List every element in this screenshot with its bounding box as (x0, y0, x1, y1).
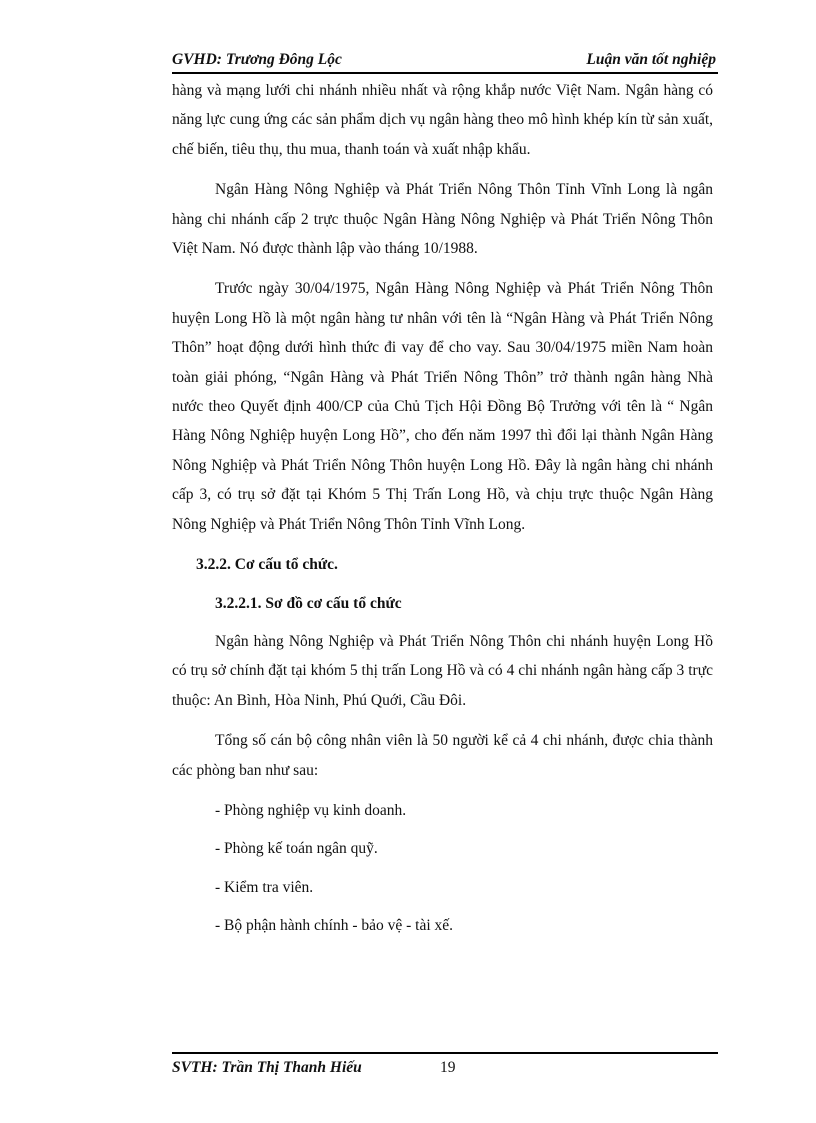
paragraph-staff: Tổng số cán bộ công nhân viên là 50 người kể cả 4 chi nhánh, được chia thành các phòng ban như sau: (172, 732, 713, 779)
paragraph-provincial-bank: Ngân Hàng Nông Nghiệp và Phát Triển Nông Thôn Tỉnh Vĩnh Long là ngân hàng chi nhánh cấp 2 trực thuộc Ngân Hàng Nông Nghiệp và Phát Triển Nông Thôn Việt Nam. Nó được thành lập vào tháng 10/1988. (172, 181, 713, 258)
page-header (172, 50, 718, 74)
page-body (172, 76, 713, 950)
subsection-heading-org-chart: 3.2.2.1. Sơ đồ cơ cấu tổ chức (215, 594, 402, 612)
list-item: - Phòng kế toán ngân quỹ. (215, 840, 378, 858)
section-heading-organization: 3.2.2. Cơ cấu tổ chức. (196, 556, 338, 574)
page-number: 19 (440, 1059, 456, 1076)
header-advisor: GVHD: Trương Đông Lộc (172, 51, 342, 68)
paragraph-history: Trước ngày 30/04/1975, Ngân Hàng Nông Nghiệp và Phát Triển Nông Thôn huyện Long Hồ là một ngân hàng tư nhân với tên là “Ngân Hàng và Phát Triển Nông Thôn” hoạt động dưới hình thức đi vay để cho vay. Sau 30/04/1975 miền Nam hoàn toàn giải phóng, “Ngân Hàng và Phát Triển Nông Thôn” trở thành ngân hàng Nhà nước theo Quyết định 400/CP của Chủ Tịch Hội Đồng Bộ Trưởng với tên là “ Ngân Hàng Nông Nghiệp huyện Long Hồ”, cho đến năm 1997 thì đổi lại thành Ngân Hàng Nông Nghiệp và Phát Triển Nông Thôn huyện Long Hồ. Đây là ngân hàng chi nhánh cấp 3, có trụ sở đặt tại Khóm 5 Thị Trấn Long Hồ, và chịu trực thuộc Ngân Hàng Nông Nghiệp và Phát Triển Nông Thôn Tỉnh Vĩnh Long. (172, 280, 713, 533)
list-item: - Kiểm tra viên. (215, 878, 314, 896)
list-item: - Bộ phận hành chính - bảo vệ - tài xế. (215, 917, 454, 935)
list-item: - Phòng nghiệp vụ kinh doanh. (215, 801, 407, 819)
header-doc-type: Luận văn tốt nghiệp (586, 51, 716, 68)
paragraph-continuation: hàng và mạng lưới chi nhánh nhiều nhất và rộng khắp nước Việt Nam. Ngân hàng có năng lực cung ứng các sản phẩm dịch vụ ngân hàng theo mô hình khép kín từ sản xuất, chế biến, tiêu thụ, thu mua, thanh toán và xuất nhập khẩu. (172, 82, 713, 158)
paragraph-branch-overview: Ngân hàng Nông Nghiệp và Phát Triển Nông Thôn chi nhánh huyện Long Hồ có trụ sở chính đặt tại khóm 5 thị trấn Long Hồ và có 4 chi nhánh ngân hàng cấp 3 trực thuộc: An Bình, Hòa Ninh, Phú Quới, Cầu Đôi. (172, 632, 713, 709)
footer-student: SVTH: Trần Thị Thanh Hiếu (172, 1059, 362, 1076)
page-footer (172, 1052, 718, 1082)
